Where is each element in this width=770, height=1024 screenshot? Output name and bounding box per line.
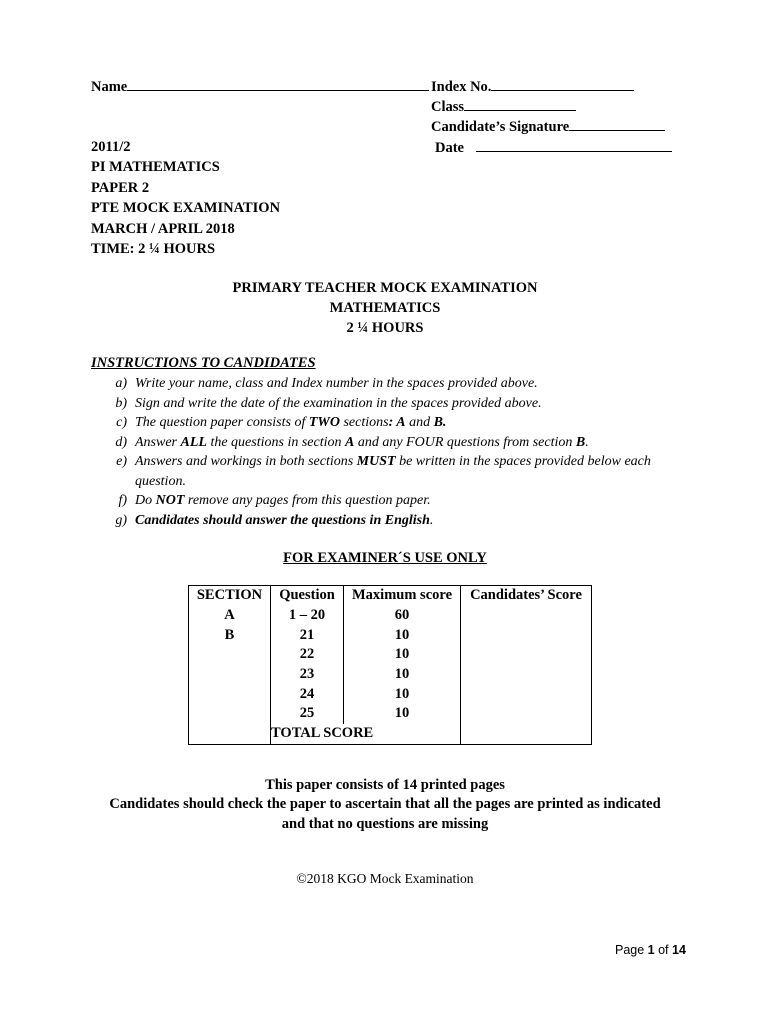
date-blank[interactable] [476, 138, 672, 152]
instruction-item: f) Do NOT remove any pages from this question paper. [118, 493, 431, 508]
instruction-item: e) Answers and workings in both sections MUST be written in the spaces provided below each question. [116, 454, 651, 489]
score-cell[interactable] [461, 665, 592, 685]
date-field[interactable] [435, 138, 672, 157]
notice-pages: This paper consists of 14 printed pages [265, 777, 505, 793]
notice-missing: and that no questions are missing [281, 816, 489, 832]
name-blank[interactable] [127, 77, 429, 91]
signature-field[interactable] [431, 117, 665, 136]
col-header-section: SECTION [189, 586, 271, 606]
class-blank[interactable] [464, 97, 576, 111]
total-score-label: TOTAL SCORE [271, 724, 461, 744]
index-blank[interactable] [491, 77, 634, 91]
title-line3: 2 ¼ HOURS [346, 320, 424, 336]
exam-session: MARCH / APRIL 2018 [91, 221, 235, 237]
examiner-heading: FOR EXAMINER´S USE ONLY [283, 550, 487, 566]
paper-number: PAPER 2 [91, 180, 150, 196]
table-row: B 21 10 [189, 625, 592, 645]
table-row: 25 10 [189, 704, 592, 724]
examiner-score-table [188, 585, 592, 745]
table-row: A 1 – 20 60 [189, 606, 592, 626]
instruction-item: a) Write your name, class and Index number in the spaces provided above. [115, 376, 538, 391]
copyright: ©2018 KGO Mock Examination [296, 871, 474, 886]
total-row [189, 724, 592, 744]
instruction-item: c) The question paper consists of TWO sections: A and B. [116, 415, 447, 430]
name-label: Name [91, 79, 128, 95]
notice-check: Candidates should check the paper to ascertain that all the pages are printed as indicated [109, 796, 661, 812]
signature-label: Candidate’s Signature [431, 119, 570, 135]
table-header-row [189, 586, 592, 606]
exam-name: PTE MOCK EXAMINATION [91, 200, 281, 216]
title-line1: PRIMARY TEACHER MOCK EXAMINATION [232, 280, 538, 296]
score-cell[interactable] [461, 704, 592, 724]
title-line2: MATHEMATICS [329, 300, 441, 316]
instruction-item: g) Candidates should answer the questions in English. [115, 512, 434, 528]
index-label: Index No. [431, 79, 492, 95]
instruction-item: d) Answer ALL the questions in section A and any FOUR questions from section B. [115, 434, 589, 450]
class-label: Class [431, 99, 465, 115]
instruction-item: b) Sign and write the date of the examination in the spaces provided above. [115, 395, 542, 411]
page-number: Page 1 of 14 [615, 943, 686, 957]
score-cell[interactable] [461, 684, 592, 704]
score-cell[interactable] [461, 645, 592, 665]
instructions-list [91, 374, 691, 530]
exam-time: TIME: 2 ¼ HOURS [91, 241, 216, 257]
score-cell[interactable] [461, 606, 592, 626]
table-row: 24 10 [189, 684, 592, 704]
index-field[interactable] [431, 77, 634, 96]
table-row: 23 10 [189, 665, 592, 685]
col-header-max: Maximum score [344, 586, 461, 606]
class-field[interactable] [431, 97, 576, 116]
instructions-heading: INSTRUCTIONS TO CANDIDATES [91, 355, 316, 371]
score-cell[interactable] [461, 625, 592, 645]
total-score-cell[interactable] [461, 724, 592, 744]
signature-blank[interactable] [569, 117, 665, 131]
paper-subject: PI MATHEMATICS [91, 159, 220, 175]
paper-code: 2011/2 [91, 139, 131, 155]
date-label: Date [435, 140, 464, 156]
col-header-question: Question [271, 586, 344, 606]
col-header-score: Candidates’ Score [461, 586, 592, 606]
table-row: 22 10 [189, 645, 592, 665]
name-field[interactable] [91, 77, 429, 96]
